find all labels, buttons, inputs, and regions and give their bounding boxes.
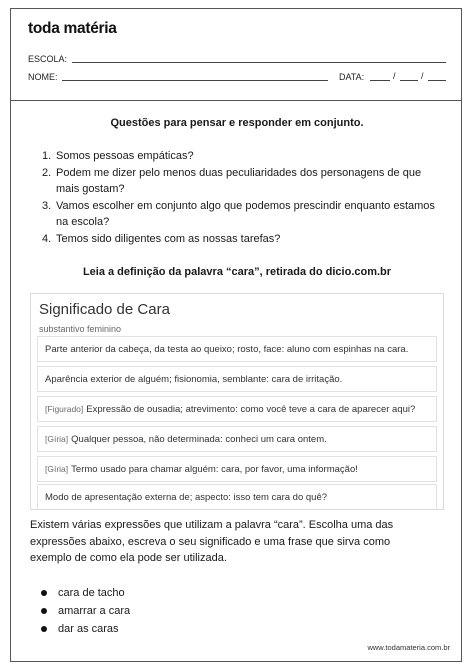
definition-entry <box>37 484 437 510</box>
question-item <box>42 231 442 248</box>
instruction-line: Existem várias expressões que utilizam a palavra “cara”. Escolha uma das <box>30 519 394 531</box>
bullet-icon <box>41 608 47 614</box>
date-separator: / <box>393 71 396 81</box>
name-label: NOME: <box>28 72 58 82</box>
definition-entry <box>37 366 437 392</box>
usage-tag: [Figurado] <box>45 404 84 414</box>
definition-entry <box>37 336 437 362</box>
expression-item <box>30 584 130 602</box>
usage-tag: [Gíria] <box>45 434 69 444</box>
school-label: ESCOLA: <box>28 54 68 64</box>
question-text: Temos sido diligentes com as nossas tarefas? <box>56 232 281 245</box>
bullet-icon <box>41 590 47 596</box>
name-field-line <box>62 80 328 81</box>
expression-instructions <box>30 517 450 567</box>
definition-text: Modo de apresentação externa de; aspecto: isso tem cara do quê? <box>45 492 328 503</box>
definition-text: Termo usado para chamar alguém: cara, por favor, uma informação! <box>71 463 358 475</box>
word-class: substantivo feminino <box>39 324 122 334</box>
expression-text: cara de tacho <box>58 587 125 599</box>
definition-text: Expressão de ousadia; atrevimento: como você teve a cara de aparecer aqui? <box>86 403 416 415</box>
school-field-line <box>72 62 446 63</box>
date-month-line <box>400 80 418 81</box>
question-item <box>42 148 442 165</box>
date-separator: / <box>421 71 424 81</box>
date-label: DATA: <box>339 72 365 82</box>
expression-item <box>30 620 130 638</box>
definition-text: Aparência exterior de alguém; fisionomia, semblante: cara de irritação. <box>45 373 343 385</box>
dictionary-box <box>30 293 444 510</box>
expression-item <box>30 602 130 620</box>
definition-entry <box>37 396 437 422</box>
question-item <box>42 198 442 231</box>
instruction-line: expressões abaixo, escreva o seu significado e uma frase que sirva como <box>30 535 391 548</box>
question-number: 2. <box>42 166 52 179</box>
question-number: 1. <box>42 150 52 162</box>
question-number: 3. <box>42 199 52 212</box>
date-year-line <box>428 80 446 81</box>
question-text: Podem me dizer pelo menos duas peculiaridades dos personagens de que mais gostam? <box>56 166 422 195</box>
instruction-line: exemplo de como ela pode ser utilizada. <box>30 552 227 564</box>
expression-text: dar as caras <box>58 623 119 635</box>
usage-tag: [Gíria] <box>45 464 69 474</box>
definition-text: Parte anterior da cabeça, da testa ao queixo; rosto, face: aluno com espinhas na cara. <box>45 343 409 355</box>
date-day-line <box>370 80 390 81</box>
expressions-list <box>30 584 130 638</box>
dictionary-title: Significado de Cara <box>39 301 170 318</box>
bullet-icon <box>41 626 47 632</box>
definition-entry <box>37 426 437 452</box>
question-text: Somos pessoas empáticas? <box>56 150 194 162</box>
definition-text: Qualquer pessoa, não determinada: conheci um cara ontem. <box>71 433 327 445</box>
questions-list <box>42 148 442 247</box>
definition-entry <box>37 456 437 482</box>
logo: toda matéria <box>28 20 117 37</box>
questions-title: Questões para pensar e responder em conjunto. <box>110 117 364 129</box>
question-number: 4. <box>42 232 52 245</box>
reading-instruction: Leia a definição da palavra “cara”, retirada do dicio.com.br <box>82 266 392 278</box>
footer-url: www.todamateria.com.br <box>367 643 450 652</box>
expression-text: amarrar a cara <box>58 605 131 617</box>
question-item <box>42 165 442 198</box>
question-text: Vamos escolher em conjunto algo que podemos prescindir enquanto estamos na escola? <box>56 199 435 228</box>
